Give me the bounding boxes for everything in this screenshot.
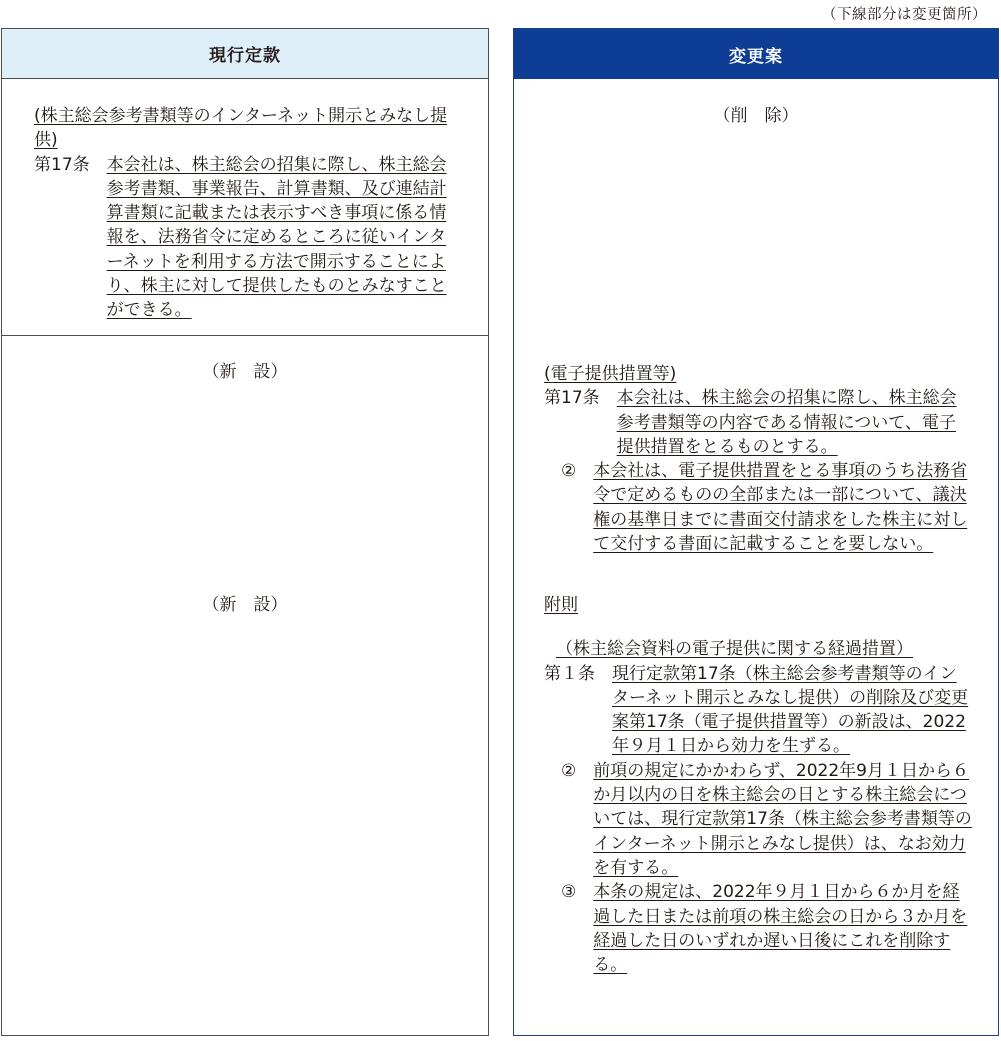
underline-note: （下線部分は変更箇所） [822,7,987,23]
new-placeholder-2: （新 設） [202,595,288,615]
supplementary-para-3 [544,880,972,977]
left-section-divider [2,335,488,336]
supplementary-provisions [544,593,972,977]
supplementary-title: 附則 [544,595,578,615]
paragraph-label: ② [544,461,594,482]
current-articles-header: 現行定款 [2,29,488,79]
article-text: 本会社は、株主総会の招集に際し、株主総会参考書類、事業報告、計算書類、及び連結計算書類に記載または表示すべき事項に係る情報を、法務省令に定めるところに従いインターネットを利用する方法で開示することにより、株主に対して提供したものとみなすことができる。 [106,154,447,321]
proposed-article-17 [544,362,972,556]
current-article-17 [34,104,462,323]
new-placeholder-1: （新 設） [202,362,288,382]
current-article-17-heading: (株主総会参考書類等のインターネット開示とみなし提供) [34,106,448,151]
deleted-placeholder: （削 除） [713,106,799,126]
paragraph-label: ② [544,760,594,781]
current-article-17-body [34,153,462,323]
article-label: 第17条 [544,388,617,409]
proposed-article-17-heading: (電子提供措置等) [544,364,677,384]
paragraph-text: 本会社は、電子提供措置をとる事項のうち法務省令で定めるものの全部または一部について、議決権の基準日までに書面交付請求をした株主に対して交付する書面に記載することを要しない。 [593,461,968,555]
paragraph-label: ③ [544,882,594,903]
proposed-article-17-body [544,386,972,459]
article-label: 第17条 [34,154,107,175]
proposed-changes-header: 変更案 [514,29,998,79]
paragraph-text: 本条の規定は、2022年９月１日から６か月を経過した日または前項の株主総会の日から３か月を経過した日のいずれか遅い日後にこれを削除する。 [593,882,968,976]
paragraph-text: 前項の規定にかかわらず、2022年9月１日から６か月以内の日を株主総会の日とする株主総会については、現行定款第17条（株主総会参考書類等のインターネット開示とみなし提供）は、なお効力を有する。 [593,760,972,878]
supplementary-article-1 [544,662,972,759]
proposed-changes-column [513,28,999,1036]
article-text: 本会社は、株主総会の招集に際し、株主総会参考書類等の内容である情報について、電子提供措置をとるものとする。 [616,388,957,457]
article-text: 現行定款第17条（株主総会参考書類等のインターネット開示とみなし提供）の削除及び変更案第17条（電子提供措置等）の新設は、2022年９月１日から効力を生ずる。 [612,663,969,757]
current-articles-column [1,28,489,1036]
article-label: 第１条 [544,663,612,684]
supplementary-para-2 [544,759,972,880]
transitional-heading: （株主総会資料の電子提供に関する経過措置） [556,639,913,660]
proposed-article-17-para-2 [544,459,972,556]
